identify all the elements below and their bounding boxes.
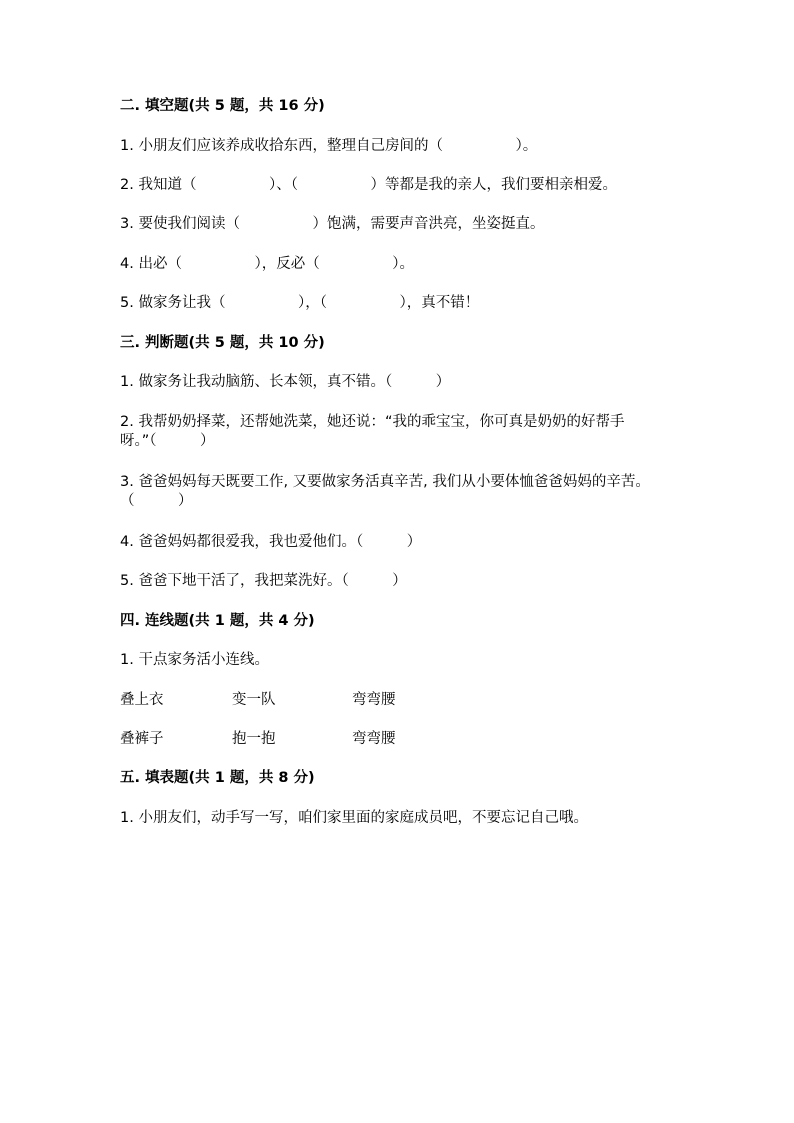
question-item: 5. 做家务让我（ ），（ ），真不错！: [120, 295, 480, 311]
question-item: 1. 干点家务活小连线。: [120, 652, 269, 668]
matching-cell: 变一队: [232, 692, 276, 708]
question-item: 4. 出必（ ），反必（ ）。: [120, 256, 414, 272]
matching-cell: 叠裤子: [120, 731, 164, 747]
section-heading-true-false: 三. 判断题(共 5 题，共 10 分): [120, 335, 325, 351]
section-heading-matching: 四. 连线题(共 1 题，共 4 分): [120, 613, 315, 629]
question-item: 3. 要使我们阅读（ ）饱满，需要声音洪亮，坐姿挺直。: [120, 216, 545, 232]
question-item: 1. 做家务让我动脑筋、长本领，真不错。（ ）: [120, 374, 451, 390]
question-item: 1. 小朋友们应该养成收拾东西，整理自己房间的（ ）。: [120, 138, 538, 154]
question-item: 2. 我知道（ ）、（ ）等都是我的亲人，我们要相亲相爱。: [120, 177, 617, 193]
question-item: 2. 我帮奶奶择菜，还帮她洗菜，她还说：“我的乖宝宝，你可真是奶奶的好帮手呀。”（ ）: [120, 414, 625, 449]
question-item: 5. 爸爸下地干活了，我把菜洗好。（ ）: [120, 573, 407, 589]
matching-cell: 叠上衣: [120, 692, 164, 708]
matching-cell: 弯弯腰: [352, 692, 396, 708]
section-heading-fill-blank: 二. 填空题(共 5 题，共 16 分): [120, 98, 325, 114]
question-item: 3. 爸爸妈妈每天既要工作, 又要做家务活真辛苦, 我们从小要体恤爸爸妈妈的辛苦。（ ）: [120, 474, 650, 509]
matching-cell: 抱一抱: [232, 731, 276, 747]
matching-cell: 弯弯腰: [352, 731, 396, 747]
question-item: 1. 小朋友们，动手写一写，咱们家里面的家庭成员吧，不要忘记自己哦。: [120, 810, 588, 826]
question-item: 4. 爸爸妈妈都很爱我，我也爱他们。（ ）: [120, 534, 422, 550]
section-heading-fill-table: 五. 填表题(共 1 题，共 8 分): [120, 770, 315, 786]
